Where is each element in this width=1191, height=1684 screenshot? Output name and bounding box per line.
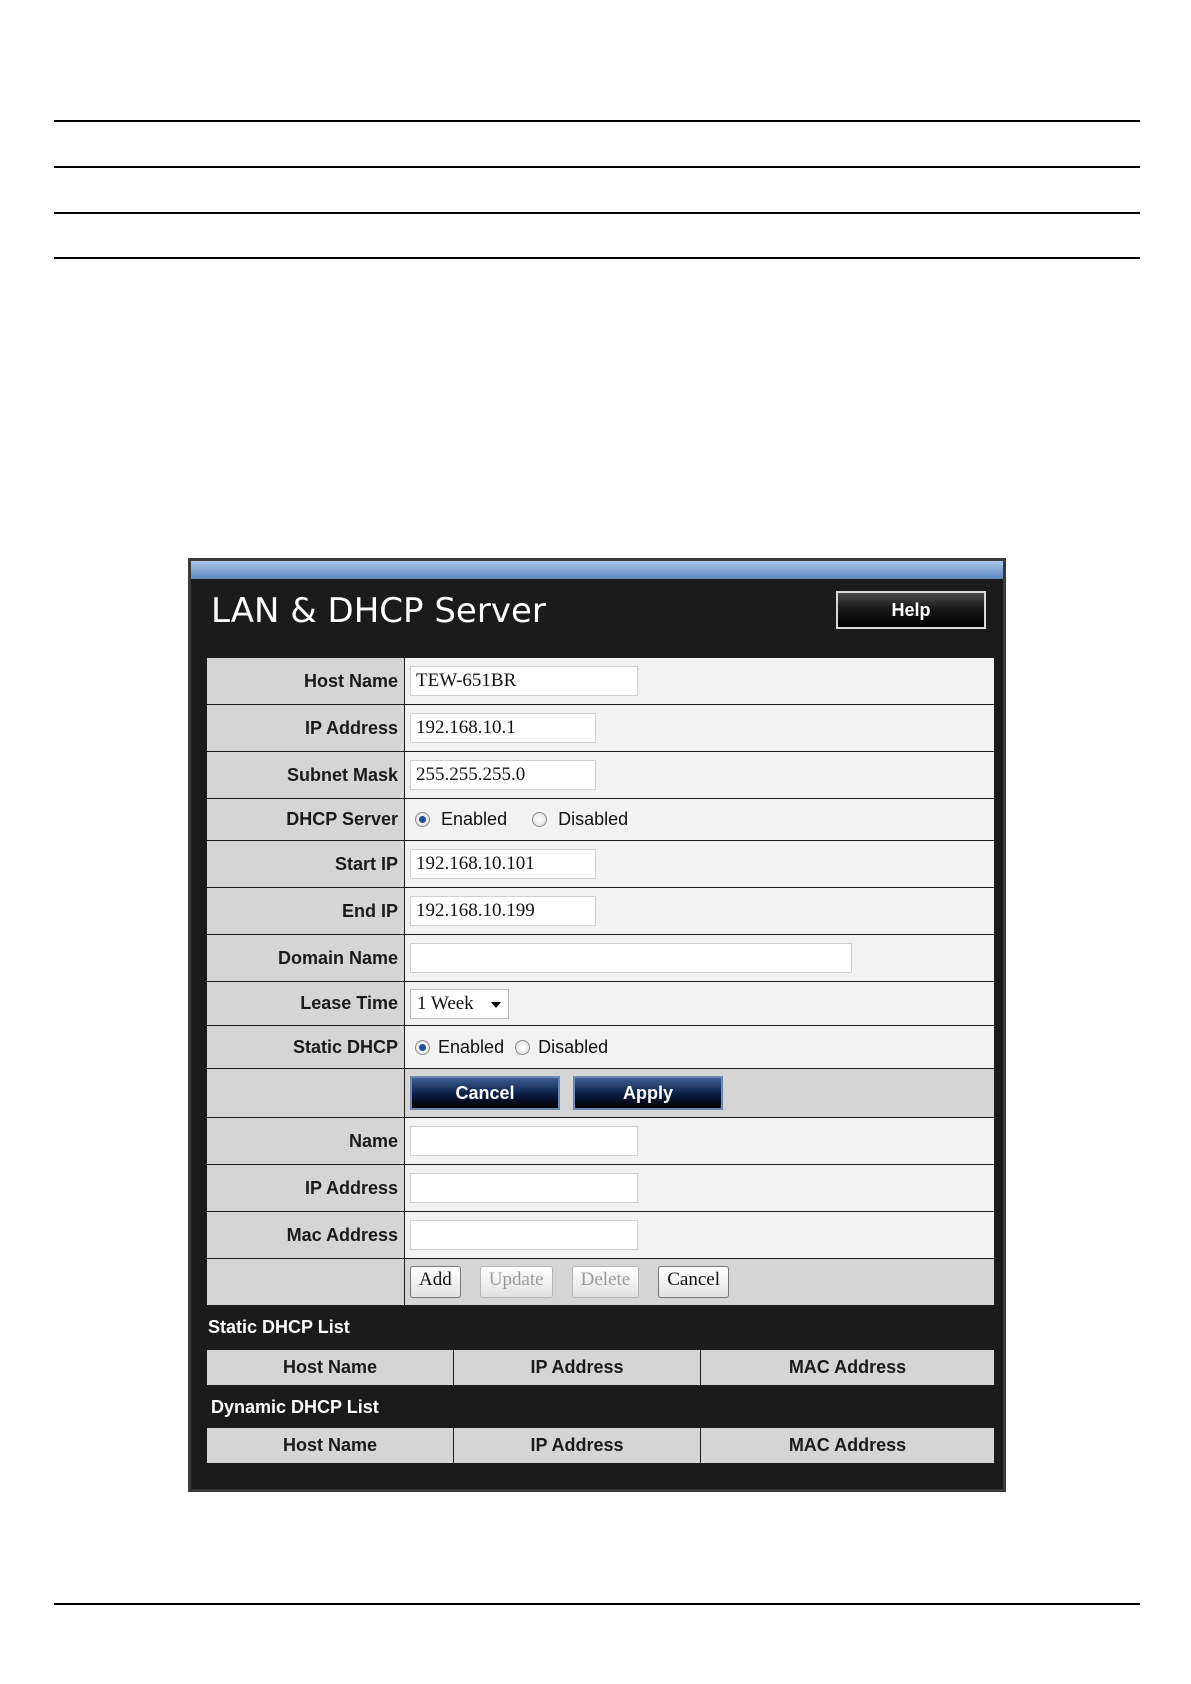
- static-dhcp-list-table: [206, 1349, 995, 1386]
- static-list-header: [207, 1350, 995, 1386]
- subnet-mask-label: Subnet Mask: [207, 752, 405, 799]
- lease-time-value: 1 Week: [417, 992, 474, 1014]
- top-rule-2: [54, 166, 1140, 168]
- update-button[interactable]: Update: [480, 1266, 553, 1298]
- ip-address-input[interactable]: 192.168.10.1: [410, 713, 596, 743]
- host-name-input[interactable]: TEW-651BR: [410, 666, 638, 696]
- static-dhcp-label: Static DHCP: [207, 1026, 405, 1069]
- form-row-end-ip: [207, 888, 995, 935]
- domain-name-input[interactable]: [410, 943, 852, 973]
- static-col-host-name: Host Name: [207, 1350, 454, 1386]
- subnet-mask-input[interactable]: 255.255.255.0: [410, 760, 596, 790]
- top-rule-4: [54, 257, 1140, 259]
- form-row-ip-address: [207, 705, 995, 752]
- dynamic-dhcp-list-table: [206, 1427, 995, 1464]
- dhcp-server-disabled-radio[interactable]: [532, 812, 547, 827]
- lease-time-select[interactable]: [410, 989, 509, 1019]
- delete-button[interactable]: Delete: [572, 1266, 640, 1298]
- add-button[interactable]: Add: [410, 1266, 461, 1298]
- form-row-dhcp-server: [207, 799, 995, 841]
- help-button[interactable]: Help: [836, 591, 986, 629]
- form-row-static-dhcp: [207, 1026, 995, 1069]
- static-mac-input[interactable]: [410, 1220, 638, 1250]
- form-row-actions: [207, 1069, 995, 1118]
- form-row-host-name: [207, 658, 995, 705]
- dynamic-col-host-name: Host Name: [207, 1428, 454, 1464]
- start-ip-input[interactable]: 192.168.10.101: [410, 849, 596, 879]
- cancel-button[interactable]: Cancel: [410, 1076, 560, 1110]
- dhcp-server-enabled-radio[interactable]: [415, 812, 430, 827]
- ip-address-label: IP Address: [207, 705, 405, 752]
- static-dhcp-disabled-label: Disabled: [538, 1036, 609, 1057]
- dynamic-list-header: [207, 1428, 995, 1464]
- form-row-lease-time: [207, 982, 995, 1026]
- static-dhcp-list-title: Static DHCP List: [208, 1317, 350, 1337]
- form-row-start-ip: [207, 841, 995, 888]
- form-row-static-ip: [207, 1165, 995, 1212]
- end-ip-input[interactable]: 192.168.10.199: [410, 896, 596, 926]
- static-mac-label: Mac Address: [207, 1212, 405, 1259]
- lan-dhcp-panel: [188, 558, 1006, 1492]
- panel-top-bar: [191, 561, 1003, 579]
- dynamic-col-ip-address: IP Address: [454, 1428, 701, 1464]
- dhcp-server-label: DHCP Server: [207, 799, 405, 841]
- static-col-ip-address: IP Address: [454, 1350, 701, 1386]
- lease-time-label: Lease Time: [207, 982, 405, 1026]
- static-col-mac-address: MAC Address: [701, 1350, 995, 1386]
- form-row-domain-name: [207, 935, 995, 982]
- page-title: LAN & DHCP Server: [211, 591, 546, 631]
- form-row-subnet-mask: [207, 752, 995, 799]
- lan-settings-form: [206, 657, 995, 1306]
- static-name-label: Name: [207, 1118, 405, 1165]
- static-dhcp-enabled-radio[interactable]: [415, 1040, 430, 1055]
- chevron-down-icon: [491, 1002, 501, 1008]
- top-rule-1: [54, 120, 1140, 122]
- static-dhcp-enabled-label: Enabled: [438, 1036, 505, 1057]
- dhcp-server-enabled-label: Enabled: [441, 809, 508, 830]
- form-row-static-mac: [207, 1212, 995, 1259]
- bottom-rule: [54, 1603, 1140, 1605]
- apply-button[interactable]: Apply: [573, 1076, 723, 1110]
- form-row-static-actions: [207, 1259, 995, 1306]
- dynamic-dhcp-list-title: Dynamic DHCP List: [211, 1397, 379, 1417]
- dhcp-server-disabled-label: Disabled: [558, 809, 629, 830]
- dynamic-col-mac-address: MAC Address: [701, 1428, 995, 1464]
- static-name-input[interactable]: [410, 1126, 638, 1156]
- static-ip-label: IP Address: [207, 1165, 405, 1212]
- static-ip-input[interactable]: [410, 1173, 638, 1203]
- domain-name-label: Domain Name: [207, 935, 405, 982]
- form-row-static-name: [207, 1118, 995, 1165]
- static-cancel-button[interactable]: Cancel: [658, 1266, 729, 1298]
- start-ip-label: Start IP: [207, 841, 405, 888]
- top-rule-3: [54, 212, 1140, 214]
- static-dhcp-disabled-radio[interactable]: [515, 1040, 530, 1055]
- end-ip-label: End IP: [207, 888, 405, 935]
- host-name-label: Host Name: [207, 658, 405, 705]
